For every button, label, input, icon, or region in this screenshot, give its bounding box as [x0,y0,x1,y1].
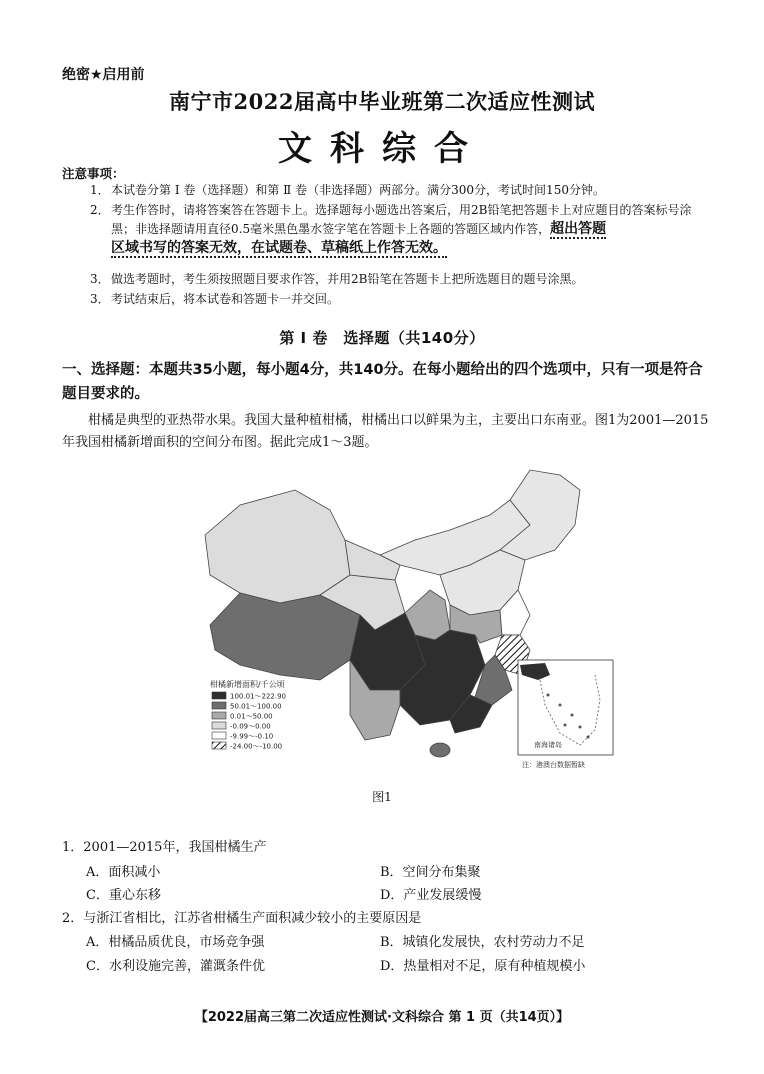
china-citrus-map [200,465,620,785]
note-item-2: 2． 考生作答时，请将答案答在答题卡上。选择题每小题选出答案后，用2B铅笔把答题卡上对应题目的答案标号涂黑；非选择题请用直径0.5毫米黑色墨水签字笔在答题卡上各题的答题区域内作答，超出答题 区域书写的答案无效，在试题卷、草稿纸上作答无效。 [90,203,692,256]
question-2-option-c: C．水利设施完善，灌溉条件优 [86,959,265,974]
map-legend [210,679,286,751]
question-2-stem: 2．与浙江省相比，江苏省柑橘生产面积减少较小的主要原因是 [62,911,422,926]
page-footer: 【2022届高三第二次适应性测试·文科综合 第 1 页（共14页）】 [194,1010,570,1025]
note-item-3: 3． 做选考题时，考生须按照题目要求作答，并用2B铅笔在答题卡上把所选题目的题号涂黑。 [90,272,584,286]
question-1-option-b: B．空间分布集聚 [380,865,481,880]
inset-label: 南海诸岛 [534,741,562,749]
question-1-stem: 1．2001—2015年，我国柑橘生产 [62,840,267,855]
region-xinjiang [205,490,350,603]
part-instructions: 一、选择题：本题共35小题，每小题4分，共140分。在每小题给出的四个选项中，只有一项是符合题目要求的。 [62,362,703,402]
legend-title: 柑橘新增面积/千公顷 [210,680,285,689]
legend-label: -0.09～0.00 [230,722,271,731]
legend-label: 50.01～100.00 [230,702,282,711]
legend-swatch [212,742,226,749]
figure-caption: 图1 [372,790,392,804]
note-item-1: 1． 本试卷分第 Ⅰ 卷（选择题）和第 Ⅱ 卷（非选择题）两部分。满分300分，考试时间150分钟。 [90,183,605,197]
question-1-option-a: A．面积减小 [86,865,161,880]
note-emphasis-b: 区域书写的答案无效，在试题卷、草稿纸上作答无效。 [111,240,447,256]
question-1-option-c: C．重心东移 [86,888,161,903]
map-note: 注：港澳台数据暂缺 [522,761,585,769]
legend-swatch [212,732,226,739]
intro-paragraph: 柑橘是典型的亚热带水果。我国大量种植柑橘，柑橘出口以鲜果为主，主要出口东南亚。图1为2001—2015年我国柑橘新增面积的空间分布图。据此完成1～3题。 [62,413,709,450]
legend-swatch [212,702,226,709]
question-2-option-d: D．热量相对不足，原有种植规模小 [380,959,586,974]
section-title: 第 Ⅰ 卷 选择题（共140分） [279,329,485,347]
confidential-mark: 绝密★启用前 [62,67,145,83]
note-emphasis-a: 超出答题 [550,221,607,237]
legend-label: 0.01～50.00 [230,712,273,721]
region-hainan [430,743,450,757]
notes-heading: 注意事项： [62,166,125,181]
legend-swatch [212,722,226,729]
legend-label: -24.00～-10.00 [230,742,283,751]
legend-label: 100.01～222.90 [230,692,286,701]
question-2-option-b: B．城镇化发展快，农村劳动力不足 [380,935,585,950]
question-2-option-a: A．柑橘品质优良，市场竞争强 [86,935,265,950]
exam-title: 南宁市2022届高中毕业班第二次适应性测试 [169,89,595,114]
region-tibet [210,593,360,680]
question-1-option-d: D．产业发展缓慢 [380,888,482,903]
legend-label: -9.99～-0.10 [230,732,274,741]
legend-swatch [212,712,226,719]
subject-title: 文科综合 [278,129,486,169]
legend-swatch [212,692,226,699]
note-item-4: 3． 考试结束后，将本试卷和答题卡一并交回。 [90,292,340,306]
